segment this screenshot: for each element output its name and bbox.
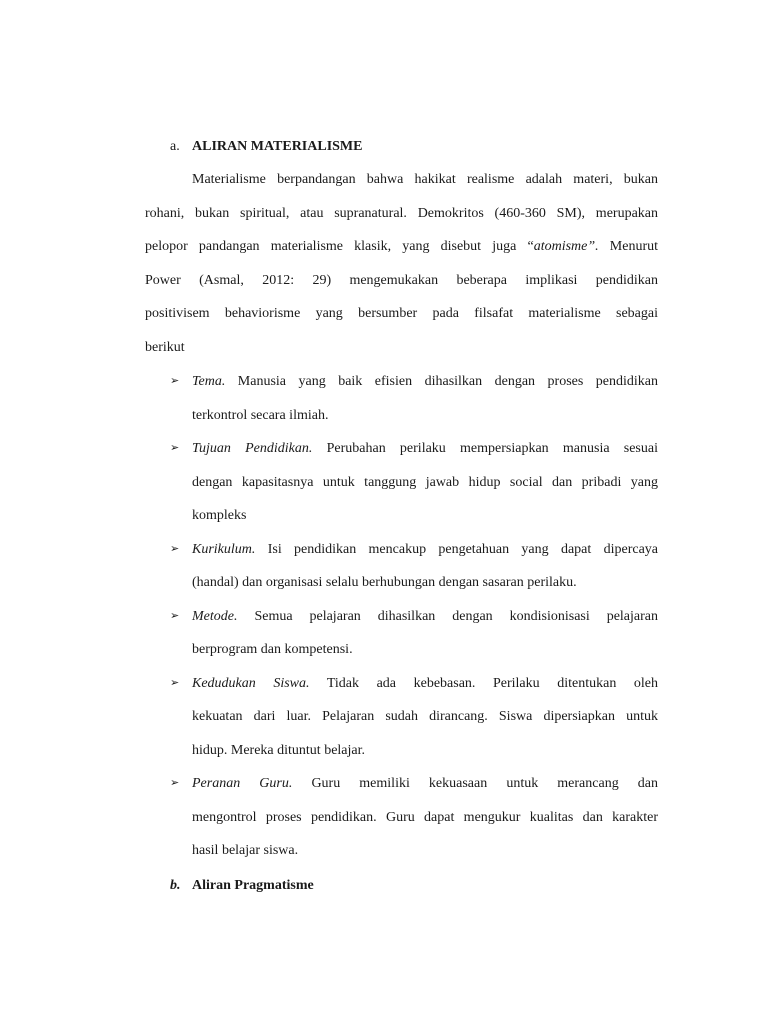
list-item-text: Manusia yang baik efisien dihasilkan dengan proses pendidikan (225, 374, 658, 389)
list-item (170, 365, 658, 432)
list-item (170, 767, 658, 868)
arrow-bullet-icon: ➢ (170, 442, 180, 454)
list-item (170, 432, 658, 533)
list-item-line: kompleks (192, 508, 247, 523)
intro-line-3-post: Menurut (598, 239, 659, 254)
arrow-bullet-icon: ➢ (170, 542, 180, 555)
intro-line-5: positivisem behaviorisme yang bersumber pada filsafat materialisme sebagai (145, 306, 658, 321)
list-item (170, 600, 658, 667)
list-item-line: kekuatan dari luar. Pelajaran sudah dirancang. Siswa dipersiapkan untuk (192, 709, 658, 724)
list-item-line (192, 365, 658, 399)
list-item-line: terkontrol secara ilmiah. (192, 407, 329, 423)
intro-line-4: Power (Asmal, 2012: 29) mengemukakan beberapa implikasi pendidikan (145, 272, 658, 288)
list-item-line (192, 600, 658, 634)
list-item-term: Metode. (192, 608, 238, 624)
list-item-line (192, 432, 658, 466)
list-item-term: Tujuan Pendidikan. (192, 441, 313, 456)
list-item-line: (handal) dan organisasi selalu berhubungan dengan sasaran perilaku. (192, 575, 577, 590)
intro-line-3-pre: pelopor pandangan materialisme klasik, yang disebut juga “ (145, 239, 534, 254)
list-item-line: dengan kapasitasnya untuk tanggung jawab hidup social dan pribadi yang (192, 474, 658, 490)
list-item-term: Tema. (192, 374, 226, 389)
list-item-line (192, 533, 658, 567)
intro-line-2: rohani, bukan spiritual, atau supranatural. Demokritos (460-360 SM), merupakan (145, 205, 658, 221)
list-item-line: hidup. Mereka dituntut belajar. (192, 742, 366, 758)
arrow-bullet-icon: ➢ (170, 375, 180, 387)
list-item-line: mengontrol proses pendidikan. Guru dapat mengukur kualitas dan karakter (192, 809, 658, 825)
list-item-line (192, 667, 658, 701)
section-a-title: ALIRAN MATERIALISME (192, 139, 363, 154)
arrow-bullet-icon: ➢ (170, 609, 180, 622)
intro-line-6: berikut (145, 339, 185, 355)
arrow-bullet-icon: ➢ (170, 676, 180, 689)
list-item-line: berprogram dan kompetensi. (192, 642, 353, 657)
intro-line-3 (145, 230, 658, 264)
list-item-text: Isi pendidikan mencakup pengetahuan yang dapat dipercaya (255, 541, 658, 557)
list-item-text: Guru memiliki kekuasaan untuk merancang dan (292, 776, 658, 791)
arrow-bullet-icon: ➢ (170, 777, 180, 789)
section-b-heading (170, 876, 314, 896)
list-item-text: Semua pelajaran dihasilkan dengan kondisionisasi pelajaran (237, 608, 658, 624)
list-item (170, 667, 658, 768)
list-item (170, 533, 658, 600)
list-item-text: Tidak ada kebebasan. Perilaku ditentukan oleh (309, 675, 658, 691)
list-item-line: hasil belajar siswa. (192, 843, 299, 858)
list-item-term: Kedudukan Siswa. (192, 675, 310, 691)
list-item-text: Perubahan perilaku mempersiapkan manusia sesuai (312, 441, 658, 456)
intro-line-3-italic: atomisme”. (533, 239, 599, 254)
list-item-term: Peranan Guru. (192, 776, 293, 791)
intro-paragraph (145, 163, 658, 364)
intro-line-1: Materialisme berpandangan bahwa hakikat realisme adalah materi, bukan (192, 172, 658, 187)
section-a-marker: a. (170, 139, 180, 154)
implication-list (170, 365, 658, 868)
section-b-title: Aliran Pragmatisme (192, 878, 314, 893)
section-a-heading (170, 137, 362, 157)
section-b-marker: b. (170, 878, 181, 893)
list-item-line (192, 767, 658, 801)
list-item-term: Kurikulum. (192, 541, 256, 557)
